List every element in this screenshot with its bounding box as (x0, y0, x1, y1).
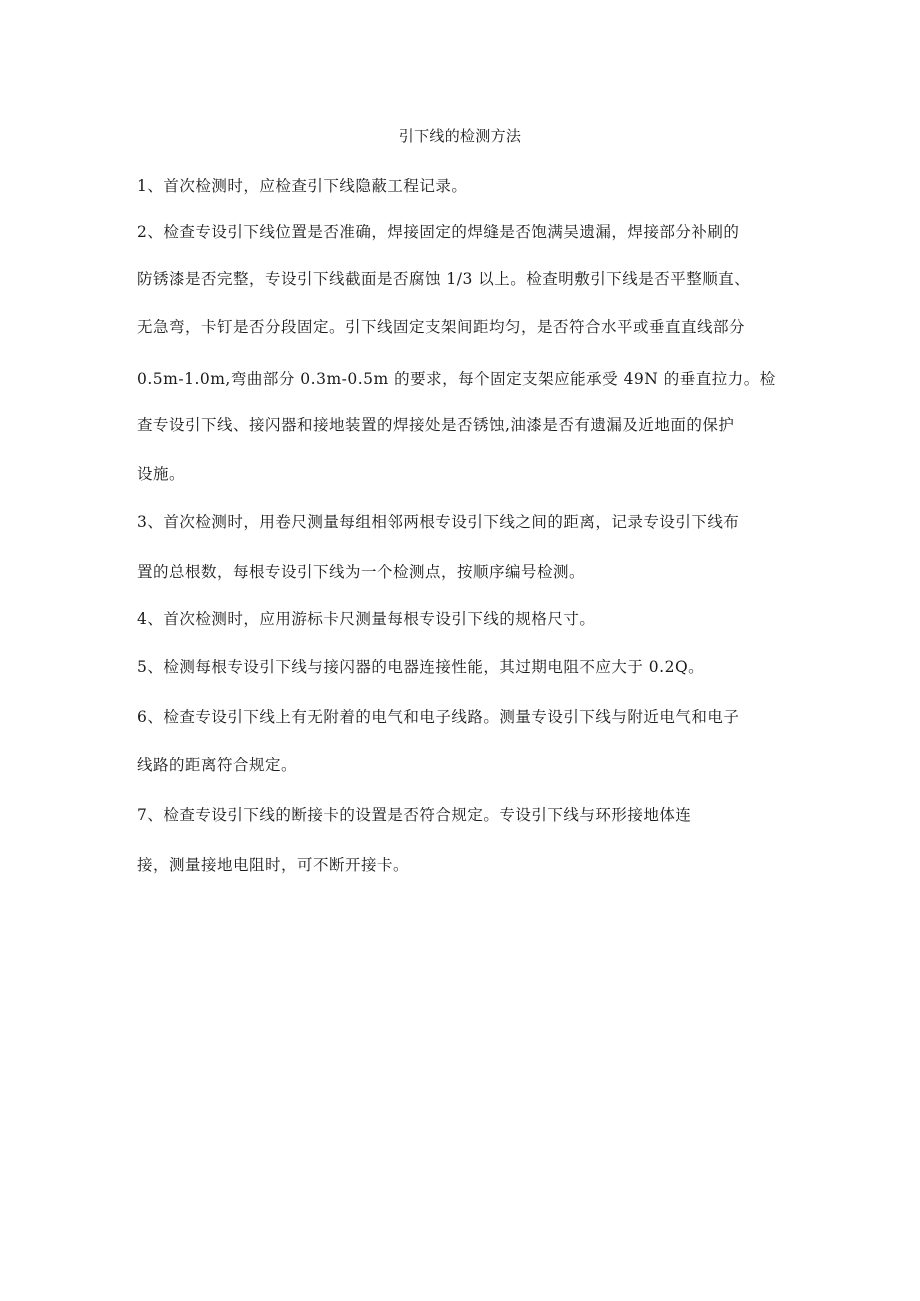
paragraph-2-line-5: 查专设引下线、接闪器和接地装置的焊接处是否锈蚀,油漆是否有遗漏及近地面的保护 (137, 416, 735, 434)
paragraph-2-line-6: 设施。 (137, 465, 186, 483)
paragraph-7-line-1: 7、检查专设引下线的断接卡的设置是否符合规定。专设引下线与环形接地体连 (137, 806, 692, 824)
paragraph-3-line-1: 3、首次检测时，用卷尺测量每组相邻两根专设引下线之间的距离，记录专设引下线布 (137, 513, 740, 531)
document-title: 引下线的检测方法 (398, 127, 522, 145)
paragraph-5-line-1: 5、检测每根专设引下线与接闪器的电器连接性能，其过期电阻不应大于 0.2Q。 (137, 658, 705, 676)
paragraph-6-line-2: 线路的距离符合规定。 (137, 756, 298, 774)
paragraph-2-line-3: 无急弯，卡钉是否分段固定。引下线固定支架间距均匀，是否符合水平或垂直直线部分 (137, 318, 746, 336)
paragraph-6-line-1: 6、检查专设引下线上有无附着的电气和电子线路。测量专设引下线与附近电气和电子 (137, 708, 740, 726)
paragraph-2-line-2: 防锈漆是否完整，专设引下线截面是否腐蚀 1/3 以上。检查明敷引下线是否平整顺直、 (137, 270, 751, 288)
paragraph-4-line-1: 4、首次检测时，应用游标卡尺测量每根专设引下线的规格尺寸。 (137, 610, 596, 628)
paragraph-1-line-1: 1、首次检测时，应检查引下线隐蔽工程记录。 (137, 177, 468, 195)
paragraph-7-line-2: 接，测量接地电阻时，可不断开接卡。 (137, 856, 410, 874)
paragraph-3-line-2: 置的总根数，每根专设引下线为一个检测点，按顺序编号检测。 (137, 563, 586, 581)
paragraph-2-line-1: 2、检查专设引下线位置是否准确，焊接固定的焊缝是否饱满吴遗漏，焊接部分补刷的 (137, 223, 740, 241)
paragraph-2-line-4: 0.5m-1.0m,弯曲部分 0.3m-0.5m 的要求，每个固定支架应能承受 49N 的垂直拉力。检 (137, 370, 776, 388)
